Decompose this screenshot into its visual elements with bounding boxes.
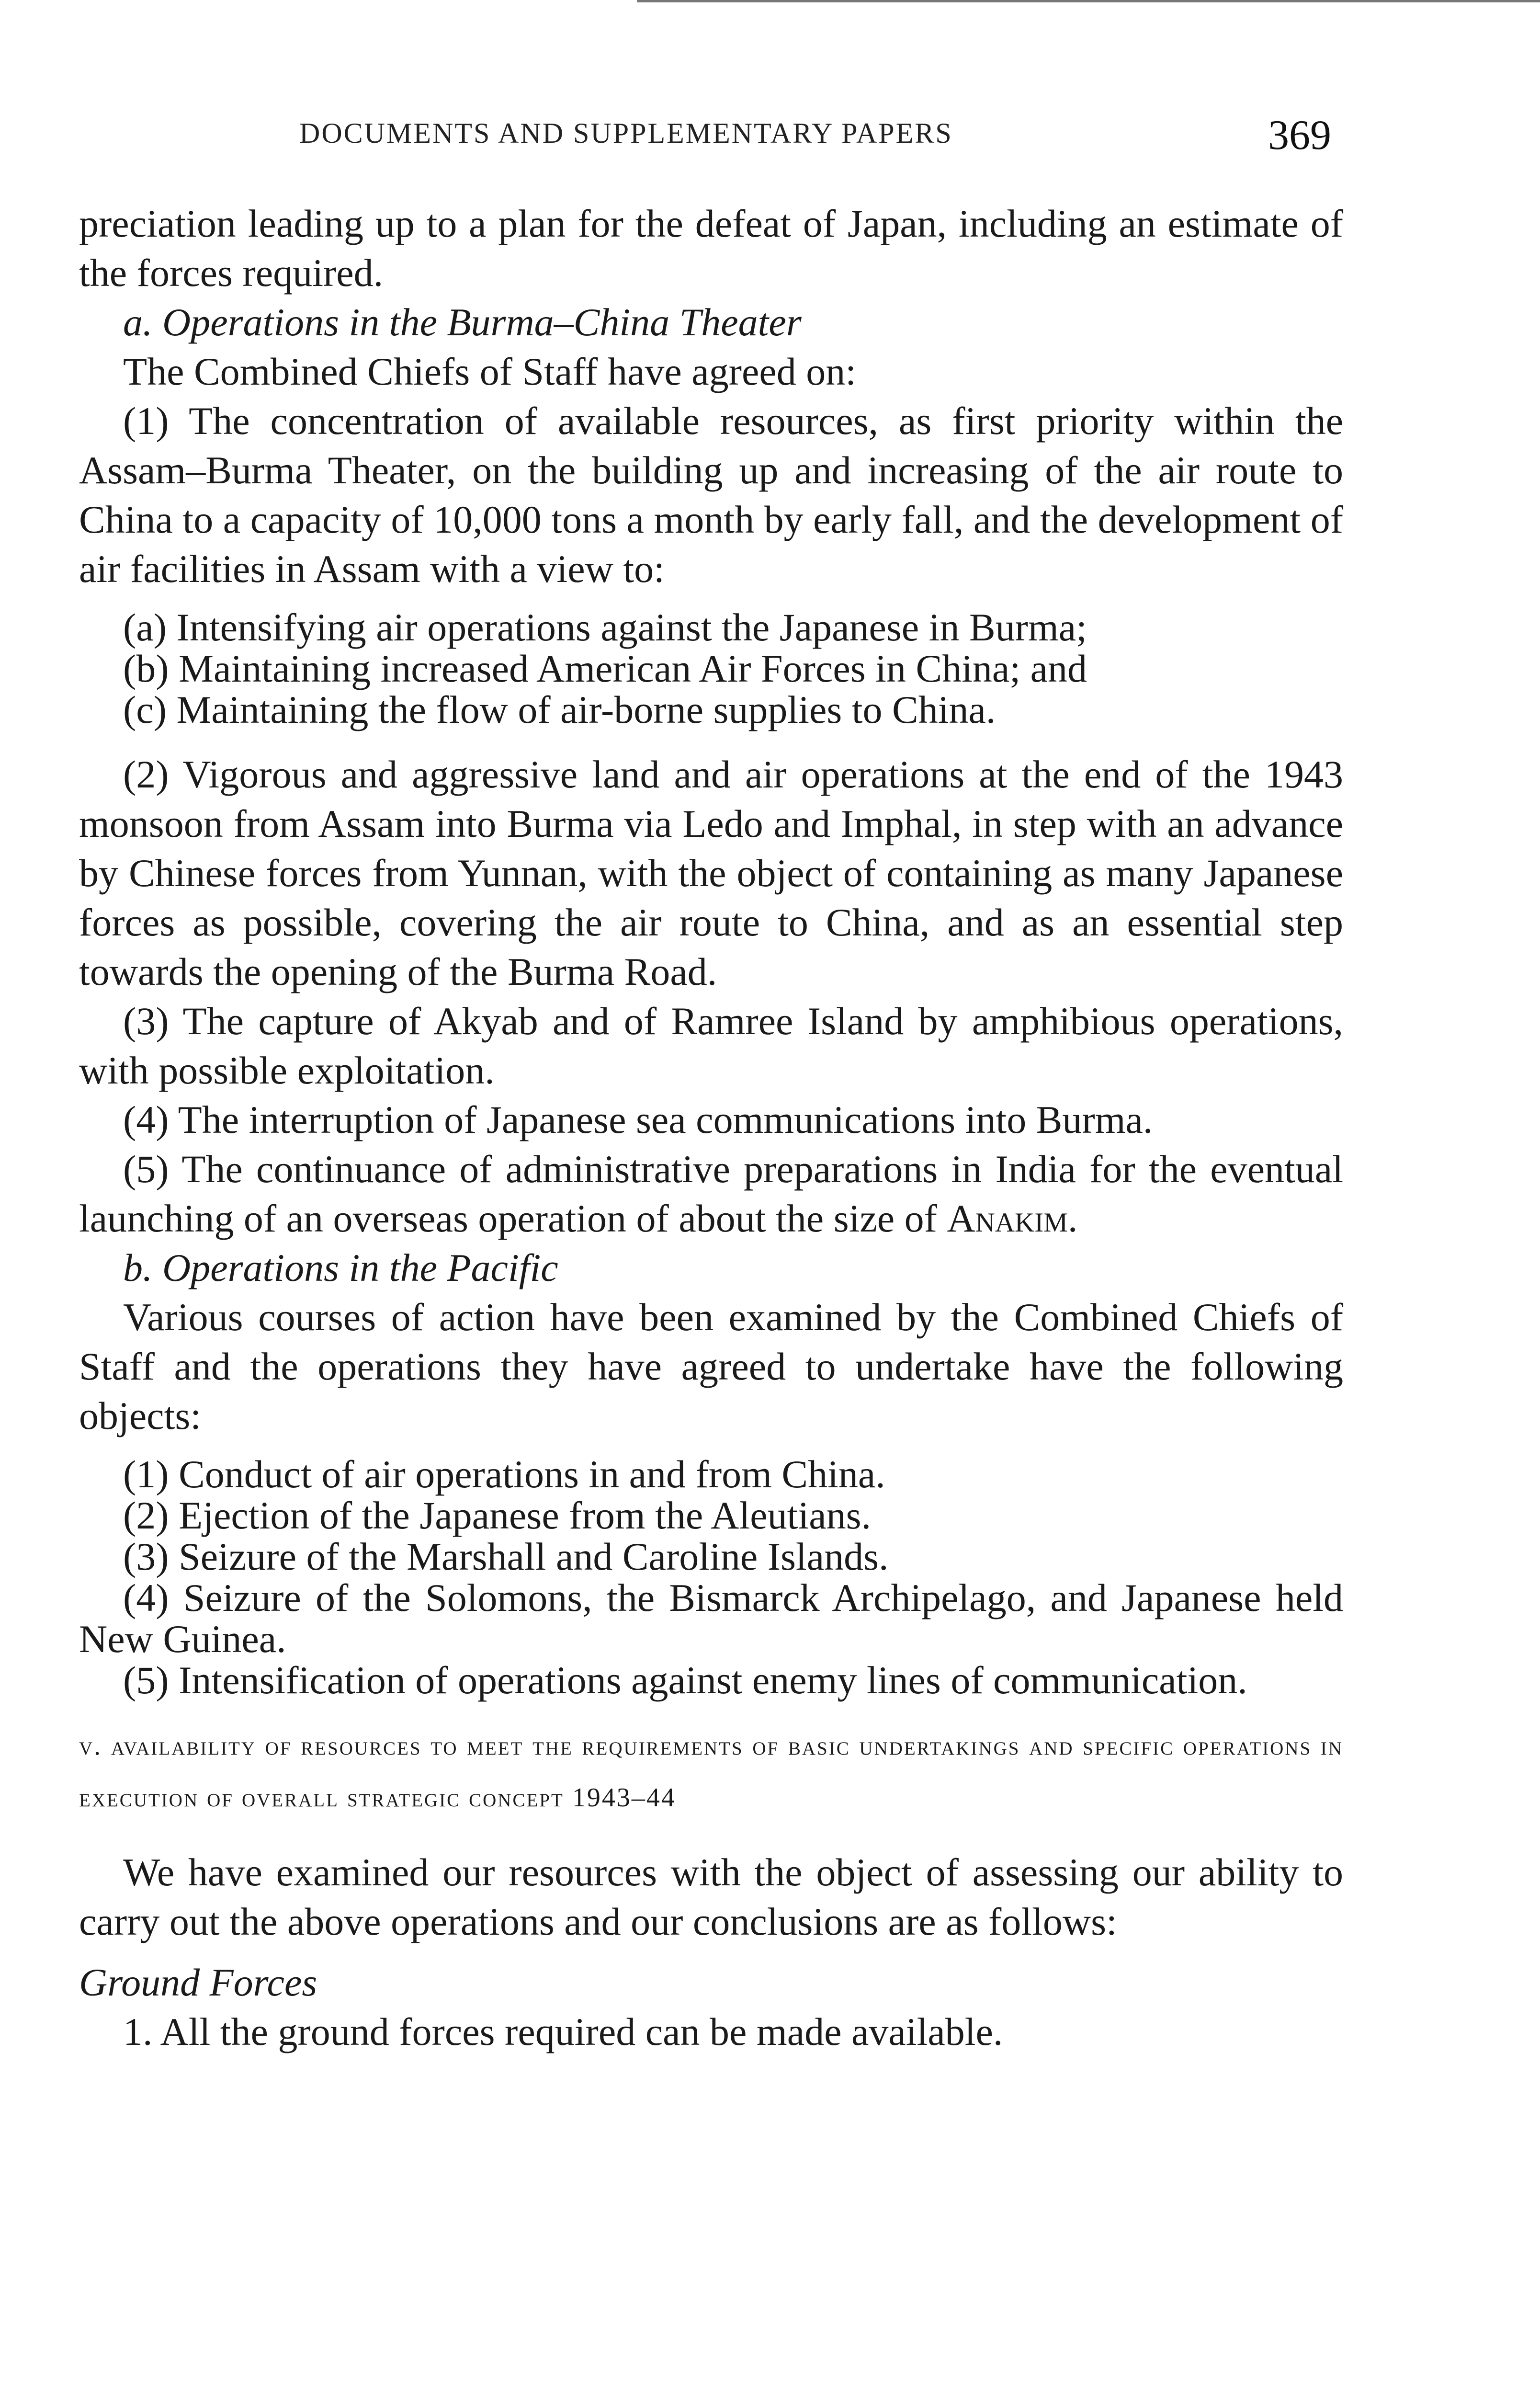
operation-code-name: Anakim.: [947, 1197, 1078, 1240]
paragraph: The Combined Chiefs of Staff have agreed on:: [123, 350, 857, 393]
subheading-burma-china: a. Operations in the Burma–China Theater: [123, 300, 802, 344]
paragraph: [79, 1144, 1343, 1243]
top-rule: [637, 0, 1540, 2]
paragraph: Various courses of action have been examined by the Combined Chiefs of Staff and the operations they have agreed to undertake have the following objects:: [79, 1295, 1343, 1437]
list-item: (b) Maintaining increased American Air Forces in China; and: [123, 647, 1087, 690]
subheading-pacific: b. Operations in the Pacific: [123, 1246, 558, 1289]
paragraph: preciation leading up to a plan for the defeat of Japan, including an estimate of the forces required.: [79, 202, 1343, 295]
body-text: [79, 199, 1343, 2056]
paragraph: (3) The capture of Akyab and of Ramree Island by amphibious operations, with possible exploitation.: [79, 999, 1343, 1092]
list-item: (5) Intensification of operations against enemy lines of communication.: [123, 1658, 1247, 1702]
list-item: (a) Intensifying air operations against the Japanese in Burma;: [123, 605, 1087, 649]
paragraph: 1. All the ground forces required can be made available.: [123, 2010, 1003, 2053]
list-item: (c) Maintaining the flow of air-borne supplies to China.: [123, 688, 996, 731]
section-heading-v: v. availability of resources to meet the requirements of basic undertakings and specific operations in execution of overall strategic concept 1943–44: [79, 1731, 1343, 1813]
page-number: 369: [1268, 112, 1331, 159]
running-title: DOCUMENTS AND SUPPLEMENTARY PAPERS: [299, 117, 953, 149]
list-item: (4) Seizure of the Solomons, the Bismarck Archipelago, and Japanese held New Guinea.: [79, 1576, 1343, 1661]
paragraph: We have examined our resources with the object of assessing our ability to carry out the above operations and our conclusions are as follows:: [79, 1850, 1343, 1943]
paragraph: (2) Vigorous and aggressive land and air operations at the end of the 1943 monsoon from Assam into Burma via Ledo and Imphal, in step with an advance by Chinese forces from Yunnan, with the object of containing as many Japanese forces as possible, covering the air route to China, and as an essential step towards the opening of the Burma Road.: [79, 753, 1343, 993]
list-pacific-objectives: [79, 1454, 1343, 1701]
paragraph: (1) The concentration of available resources, as first priority within the Assam–Burma Theater, on the building up and increasing of the air route to China to a capacity of 10,000 tons a month by early fall, and the development of air facilities in Assam with a view to:: [79, 399, 1343, 591]
list-item: (3) Seizure of the Marshall and Caroline Islands.: [123, 1535, 889, 1578]
paragraph-text: (5) The continuance of administrative preparations in India for the eventual launching of an overseas operation of about the size of: [79, 1147, 1343, 1240]
list-item: (1) Conduct of air operations in and from China.: [123, 1452, 885, 1496]
list-item: (2) Ejection of the Japanese from the Aleutians.: [123, 1494, 872, 1537]
paragraph: (4) The interruption of Japanese sea communications into Burma.: [123, 1098, 1153, 1141]
subheading-ground-forces: Ground Forces: [79, 1961, 317, 2004]
list-burma-objectives: [79, 607, 1343, 730]
